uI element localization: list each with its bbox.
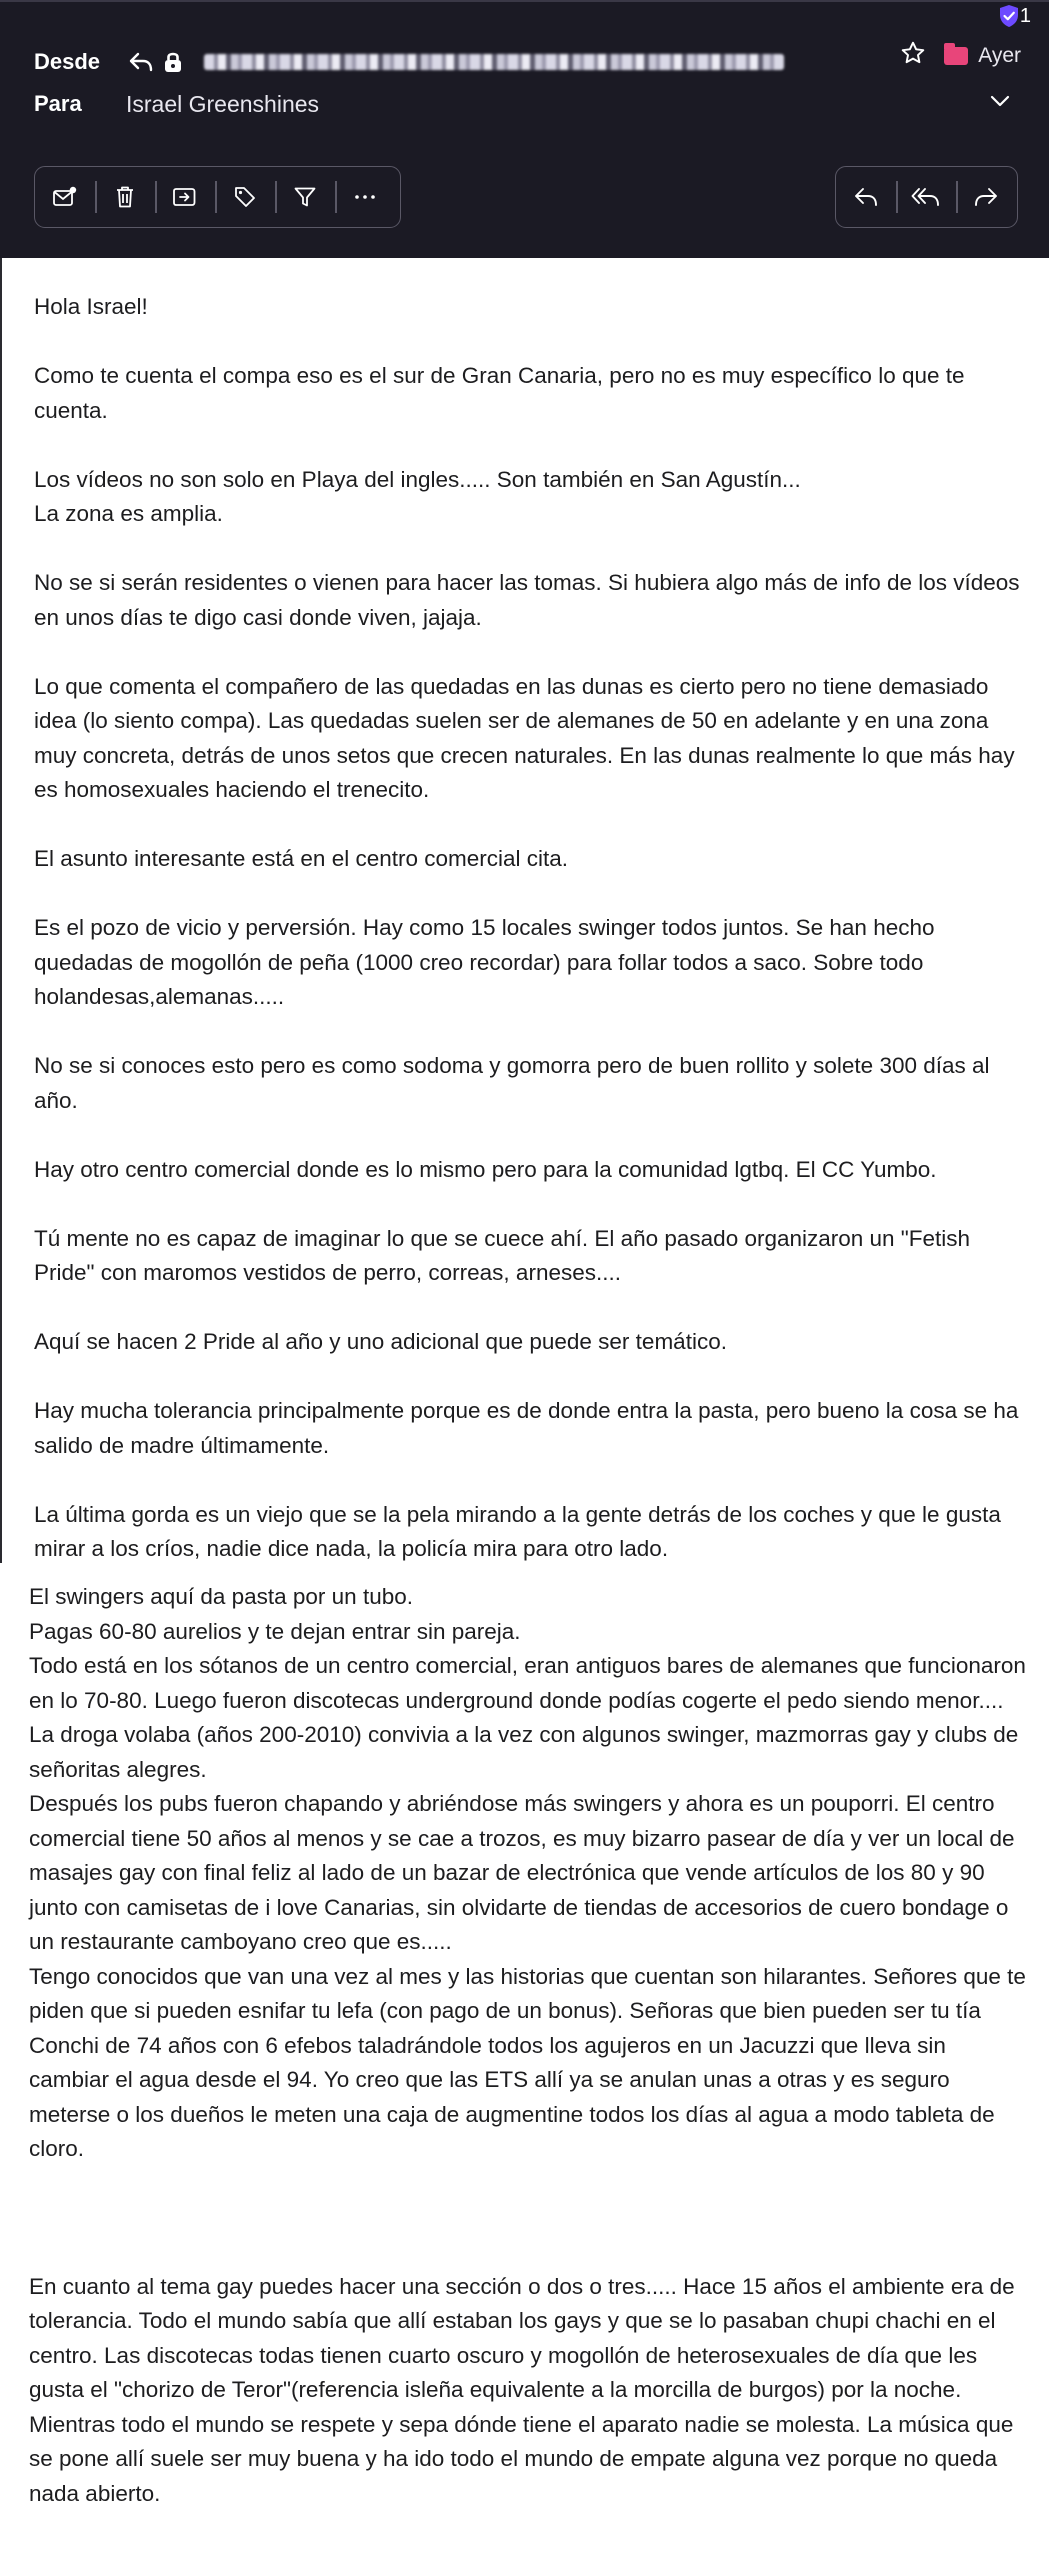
reply-icon [853,186,879,208]
reply-indicator-icon [126,47,156,77]
reply-button[interactable] [836,167,896,227]
recipient-row [34,84,319,124]
paragraph: Lo que comenta el compañero de las quedadas en las dunas es cierto pero no tiene demasiado idea (lo siento compa). Las quedadas suelen ser de alemanes de 50 en adelante y en una zona muy concreta, detrás de unos setos que crecen naturales. En las dunas realmente lo que más hay es homosexuales haciendo el trenecito. [34,673,1021,802]
paragraph: Es el pozo de vicio y perversión. Hay como 15 locales swinger todos juntos. Se han hecho quedadas de mogollón de peña (1000 creo recordar) para follar todos a saco. Sobre todo holandesas,alemanas..... [34,915,941,1009]
folder-icon [944,47,968,65]
message-actions-toolbar [34,166,401,228]
paragraph: Tú mente no es capaz de imaginar lo que se cuece ahí. El año pasado organizaron un "Fetish Pride" con maromos vestidos de perro, correas, arneses.... [34,1225,977,1285]
chevron-down-icon[interactable] [989,94,1011,113]
message-body-part1 [34,290,1024,1601]
trash-button[interactable] [95,167,155,227]
badge-count: 1 [1019,4,1031,27]
security-badge[interactable] [998,4,1031,28]
quote-border [0,258,2,1563]
paragraph: Como te cuenta el compa eso es el sur de Gran Canaria, pero no es muy específico lo que te cuenta. [34,363,971,423]
message-body-part2 [29,1580,1029,2546]
paragraph: El swingers aquí da pasta por un tubo. Pagas 60-80 aurelios y te dejan entrar sin pareja. Todo está en los sótanos de un centro comercial, eran antiguos bares de alemanes que funcionaron en lo 70-80. Luego fueron discotecas underground donde podías cogerte el pedo siendo menor.... La droga volaba (años 200-2010) convivia a la vez con algunos swinger, mazmorras gay y clubs de señoritas alegres. Después los pubs fueron chapando y abriéndose más swingers y ahora es un pouporri. El centro comercial tiene 50 años al menos y se cae a trozos, es muy bizarro pasear de día y ver un local de masajes gay con final feliz al lado de un bazar de electrónica que vende artículos de los 80 y 90 junto con camisetas de i love Canarias, sin olvidarte de tiendas de accesorios de cuero bondage o un restaurante camboyano creo que es..... Tengo conocidos que van una vez al mes y las historias que cuentan son hilarantes. Señores que te piden que si pueden esnifar tu lefa (con pago de un bonus). Señoras que bien pueden ser tu tía Conchi de 74 años con 6 efebos taladrándole todos los agujeros en un Jacuzzi que lleva sin cambiar el agua desde el 94. Yo creo que las ETS allí ya se anulan unas a otras y es seguro meterse o los dueños le meten una caja de augmentine todos los días al agua a modo tableta de cloro. [29,1584,1026,2161]
more-button[interactable] [335,167,395,227]
paragraph: No se si serán residentes o vienen para hacer las tomas. Si hubiera algo más de info de los vídeos en unos días te digo casi donde viven, jajaja. [34,570,1026,630]
paragraph: El asunto interesante está en el centro comercial cita. [34,846,569,871]
label-icon [233,185,257,209]
paragraph: En cuanto al tema gay puedes hacer una sección o dos o tres..... Hace 15 años el ambiente era de tolerancia. Todo el mundo sabía que allí estaban los gays y que se lo pasaban chupi chachi en el centro. Las discotecas todas tienen cuarto oscuro y mogollón de heterosexuales de día que les gusta el "chorizo de Teror"(referencia isleña equivalente a la morcilla de burgos) por la noche. Mientras todo el mundo se respete y sepa dónde tiene el aparato nadie se molesta. La música que se pone allí suele ser muy buena y ha ido todo el mundo de empate alguna vez porque no queda nada abierto. [29,2273,1021,2506]
mark-unread-button[interactable] [35,167,95,227]
paragraph: No se si conoces esto pero es como sodoma y gomorra pero de buen rollito y solete 300 días al año. [34,1053,996,1113]
forward-button[interactable] [956,167,1016,227]
mark-unread-icon [52,186,78,208]
lock-icon [158,47,188,77]
star-icon[interactable] [900,40,926,72]
sender-address-redacted[interactable] [204,54,784,70]
paragraph: Hay otro centro comercial donde es lo mismo pero para la comunidad lgtbq. El CC Yumbo. [34,1156,937,1182]
paragraph: Los vídeos no son solo en Playa del ingles..... Son también en San Agustín... La zona es amplia. [34,466,801,526]
shield-check-icon [998,4,1020,28]
paragraph: Aquí se hacen 2 Pride al año y uno adicional que puede ser temático. [34,1329,727,1354]
more-icon [353,193,377,201]
reply-actions-toolbar [835,166,1018,228]
sender-row [34,42,784,82]
label-button[interactable] [215,167,275,227]
recipient-name[interactable]: Israel Greenshines [126,90,320,117]
paragraph: Hay mucha tolerancia principalmente porque es de donde entra la pasta, pero bueno la cosa se ha salido de madre últimamente. [34,1398,1025,1458]
reply-all-icon [911,186,941,208]
message-date: Ayer [978,44,1021,67]
reply-all-button[interactable] [896,167,956,227]
move-button[interactable] [155,167,215,227]
to-label: Para [34,91,82,116]
move-icon [172,186,198,208]
paragraph: Hola Israel! [34,294,148,319]
forward-icon [973,186,999,208]
paragraph: La última gorda es un viejo que se la pela mirando a la gente detrás de los coches y que le gusta mirar a los críos, nadie dice nada, la policía mira para otro lado. [34,1501,1008,1561]
filter-icon [293,185,317,209]
from-label: Desde [34,49,101,74]
message-meta [900,40,1021,72]
filter-button[interactable] [275,167,335,227]
message-header [0,0,1049,258]
trash-icon [114,185,136,209]
